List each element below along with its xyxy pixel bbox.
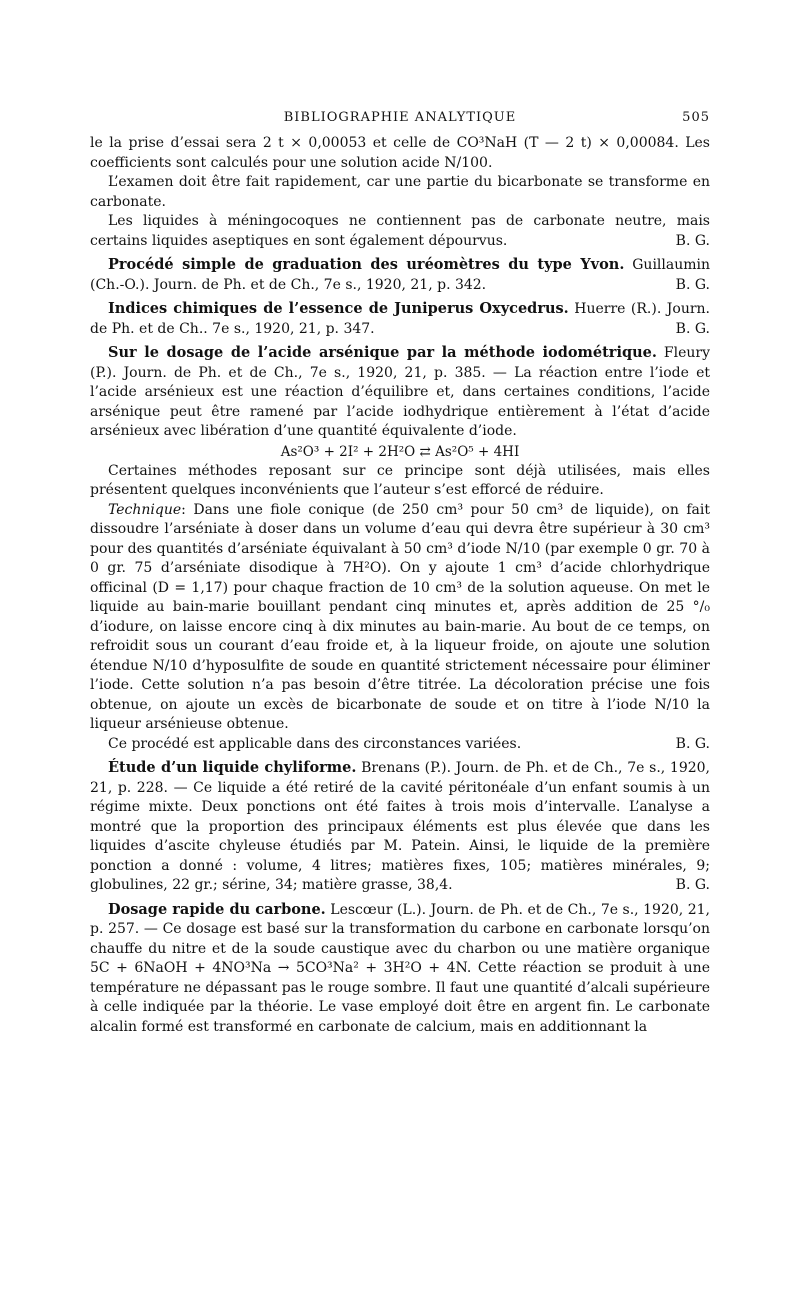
paragraph-text: : Dans une fiole conique (de 250 cm³ pour 50 cm³ de liquide), on fait dissoudre l’arséniate à doser dans un volume d’eau qui devra être supérieur à 30 cm³ pour des quantités d’arséniate équivalant à 50 cm³ d’iode N/10 (par exemple 0 gr. 70 à 0 gr. 75 d’arséniate disodique à 7H²O). On y ajoute 1 cm³ d’acide chlorhydrique officinal (D = 1,17) pour chaque fraction de 10 cm³ de la solution aqueuse. On met le liquide au bain-marie bouillant pendant cinq minutes et, après addition de 25 °/₀ d’iodure, on laisse encore cinq à dix minutes au bain-marie. Au bout de ce temps, on refroidit sous un courant d’eau froide et, à la liqueur froide, on ajoute une solution étendue N/10 d’hyposulfite de soude en quantité strictement nécessaire pour éliminer l’iode. Cette solution n’a pas besoin d’être titrée. La décoloration précise une fois obtenue, on ajoute un excès de bicarbonate de soude et on titre à l’iode N/10 la liqueur arsénieuse obtenue. bbox=[90, 501, 710, 732]
signature: B. G. bbox=[675, 276, 710, 293]
article-entry bbox=[90, 299, 710, 339]
page bbox=[90, 110, 710, 1037]
article-title: Dosage rapide du carbone. bbox=[108, 900, 326, 918]
article-entry bbox=[90, 255, 710, 295]
paragraph bbox=[90, 501, 710, 735]
article-reference: Fleury (P.). Journ. de Ph. et de Ch., 7e s., 1920, 21, p. 385. bbox=[90, 345, 711, 381]
paragraph: le la prise d’essai sera 2 t × 0,00053 et celle de CO³NaH (T — 2 t) × 0,00084. Les coefficients sont calculés pour une solution acide N/100. bbox=[90, 135, 710, 171]
paragraph: L’examen doit être fait rapidement, car une partie du bicarbonate se transforme en carbonate. bbox=[90, 174, 710, 210]
paragraph-text: Ce procédé est applicable dans des circonstances variées. bbox=[108, 735, 522, 752]
article-body: — La réaction entre l’iode et l’acide arsénieux est une réaction d’équilibre et, dans certaines conditions, l’acide arsénique peut être ramené par l’acide iodhydrique entièrement à l’état d’acide arsénieux avec libération d’une quantité équivalente d’iode. bbox=[90, 364, 711, 439]
article-entry bbox=[90, 343, 710, 442]
signature: B. G. bbox=[675, 735, 710, 752]
paragraph: Certaines méthodes reposant sur ce principe sont déjà utilisées, mais elles présentent quelques inconvénients que l’auteur s’est efforcé de réduire. bbox=[90, 462, 710, 498]
article-reference: Guillaumin (Ch.-O.). Journ. de Ph. et de Ch., 7e s., 1920, 21, p. 342. bbox=[90, 257, 711, 293]
article-reference: Lescœur (L.). Journ. de Ph. et de Ch., 7e s., 1920, 21, p. 257. bbox=[90, 901, 711, 937]
article-body: — Ce liquide a été retiré de la cavité péritonéale d’un enfant soumis à un régime mixte. Deux ponctions ont été faites à trois mois d’intervalle. L’analyse a montré que la proportion des principaux éléments est plus élevée que dans les liquides d’ascite chyleuse étudiés par M. Patein. Ainsi, le liquide de la première ponction a donné : volume, 4 litres; matières fixes, 105; matières minérales, 9; globulines, 22 gr.; sérine, 34; matière grasse, 38,4. bbox=[90, 779, 711, 893]
page-number: 505 bbox=[682, 110, 710, 125]
header-title: BIBLIOGRAPHIE ANALYTIQUE bbox=[283, 110, 517, 125]
signature: B. G. bbox=[675, 877, 710, 893]
article-title: Étude d’un liquide chyliforme. bbox=[108, 759, 357, 776]
paragraph bbox=[90, 212, 710, 251]
article-title: Indices chimiques de l’essence de Juniperus Oxycedrus. bbox=[108, 300, 569, 317]
paragraph bbox=[90, 735, 710, 755]
chemical-equation: As²O³ + 2I² + 2H²O ⇄ As²O⁵ + 4HI bbox=[280, 443, 520, 460]
article-reference: Brenans (P.). Journ. de Ph. et de Ch., 7e s., 1920, 21, p. 228. bbox=[90, 760, 711, 796]
technique-label: Technique bbox=[108, 501, 182, 518]
article-title: Sur le dosage de l’acide arsénique par la méthode iodométrique. bbox=[108, 344, 657, 361]
signature: B. G. bbox=[675, 320, 710, 337]
running-header bbox=[90, 110, 710, 134]
paragraph-text: Les liquides à méningocoques ne contiennent pas de carbonate neutre, mais certains liquides aseptiques en sont également dépourvus. bbox=[90, 213, 710, 249]
signature: B. G. bbox=[675, 232, 710, 249]
article-title: Procédé simple de graduation des uréomètres du type Yvon. bbox=[108, 256, 625, 273]
article-entry bbox=[90, 758, 710, 896]
article-body: — Ce dosage est basé sur la transformation du carbone en carbonate lorsqu’on chauffe du nitre et de la soude caustique avec du charbon ou une matière organique 5C + 6NaOH + 4NO³Na → 5CO³Na² + 3H²O + 4N. Cette réaction se produit à une température ne dépassant pas le rouge sombre. Il faut une quantité d’alcali supérieure à celle indiquée par la théorie. Le vase employé doit être en argent fin. Le carbonate alcalin formé est transformé en carbonate de calcium, mais en additionnant la bbox=[90, 921, 710, 1035]
article-entry bbox=[90, 900, 710, 1038]
article-reference: Huerre (R.). Journ. de Ph. et de Ch.. 7e s., 1920, 21, p. 347. bbox=[90, 301, 711, 337]
